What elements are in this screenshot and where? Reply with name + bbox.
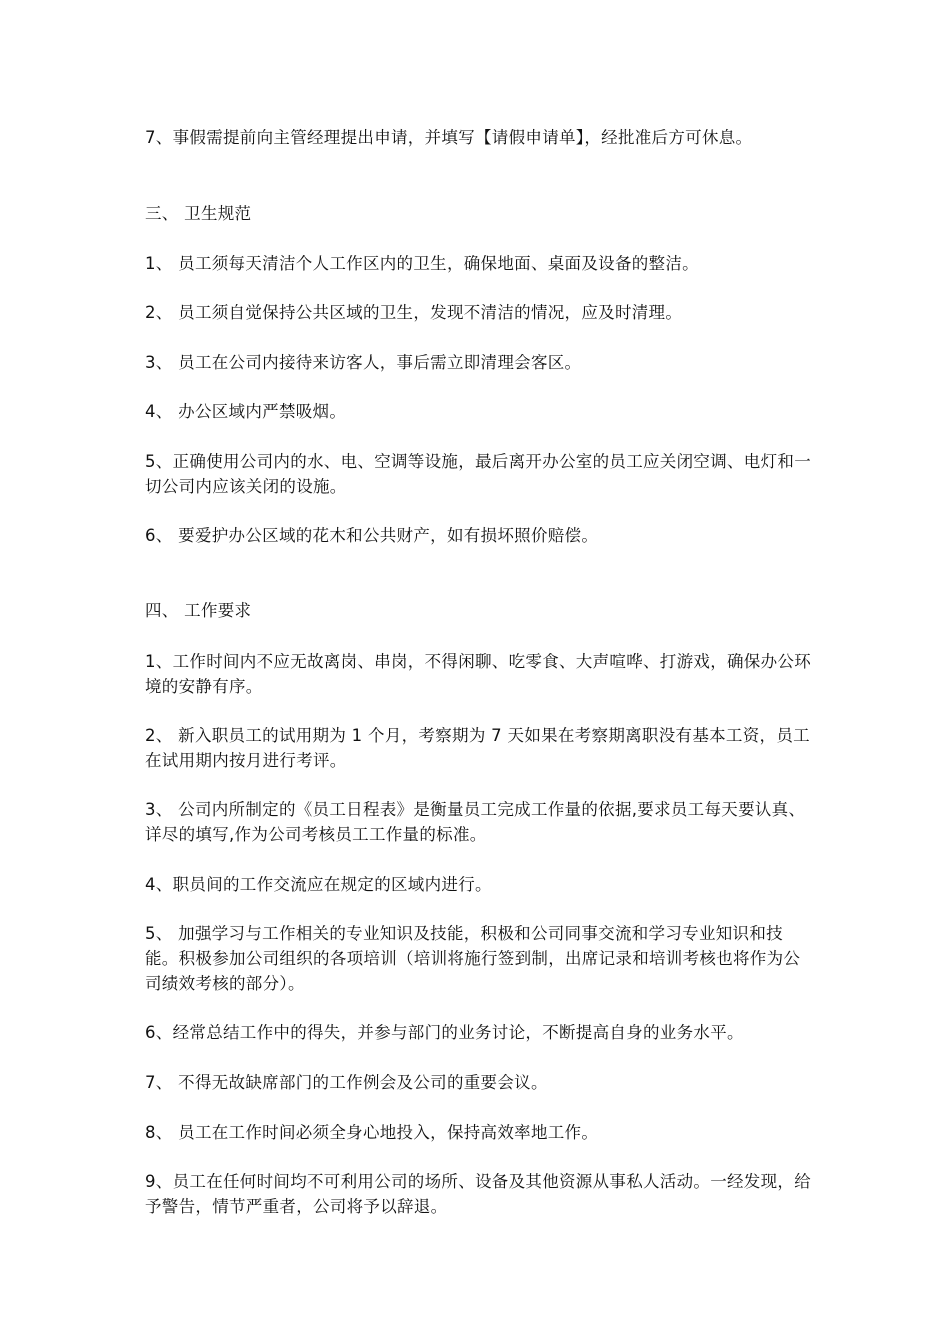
work-rule-2: 2、 新入职员工的试用期为 1 个月，考察期为 7 天如果在考察期离职没有基本工资，员工在试用期内按月进行考评。 bbox=[145, 726, 810, 770]
hygiene-rule-1: 1、 员工须每天清洁个人工作区内的卫生，确保地面、桌面及设备的整洁。 bbox=[145, 254, 699, 273]
hygiene-rule-3: 3、 员工在公司内接待来访客人，事后需立即清理会客区。 bbox=[145, 353, 582, 372]
hygiene-rule-5: 5、正确使用公司内的水、电、空调等设施，最后离开办公室的员工应关闭空调、电灯和一切公司内应该关闭的设施。 bbox=[145, 452, 811, 496]
section-heading-work-requirements: 四、 工作要求 bbox=[145, 601, 252, 620]
hygiene-rule-2: 2、 员工须自觉保持公共区域的卫生，发现不清洁的情况，应及时清理。 bbox=[145, 303, 683, 322]
hygiene-rule-6: 6、 要爱护办公区域的花木和公共财产，如有损坏照价赔偿。 bbox=[145, 526, 599, 545]
work-rule-8: 8、 员工在工作时间必须全身心地投入，保持高效率地工作。 bbox=[145, 1123, 599, 1142]
work-rule-9: 9、员工在任何时间均不可利用公司的场所、设备及其他资源从事私人活动。一经发现，给予警告，情节严重者，公司将予以辞退。 bbox=[145, 1172, 811, 1216]
hygiene-rule-4: 4、 办公区域内严禁吸烟。 bbox=[145, 402, 347, 421]
work-rule-6: 6、经常总结工作中的得失，并参与部门的业务讨论，不断提高自身的业务水平。 bbox=[145, 1023, 744, 1042]
leave-request-rule: 7、事假需提前向主管经理提出申请，并填写【请假申请单】，经批准后方可休息。 bbox=[145, 128, 753, 147]
section-heading-hygiene: 三、 卫生规范 bbox=[145, 204, 252, 223]
work-rule-5: 5、 加强学习与工作相关的专业知识及技能，积极和公司同事交流和学习专业知识和技能。积极参加公司组织的各项培训（培训将施行签到制，出席记录和培训考核也将作为公司绩效考核的部分）。 bbox=[145, 924, 801, 993]
work-rule-4: 4、职员间的工作交流应在规定的区域内进行。 bbox=[145, 875, 492, 894]
work-rule-7: 7、 不得无故缺席部门的工作例会及公司的重要会议。 bbox=[145, 1073, 548, 1092]
work-rule-1: 1、工作时间内不应无故离岗、串岗，不得闲聊、吃零食、大声喧哗、打游戏，确保办公环境的安静有序。 bbox=[145, 652, 811, 696]
work-rule-3: 3、 公司内所制定的《员工日程表》是衡量员工完成工作量的依据,要求员工每天要认真、详尽的填写,作为公司考核员工工作量的标准。 bbox=[145, 800, 806, 844]
